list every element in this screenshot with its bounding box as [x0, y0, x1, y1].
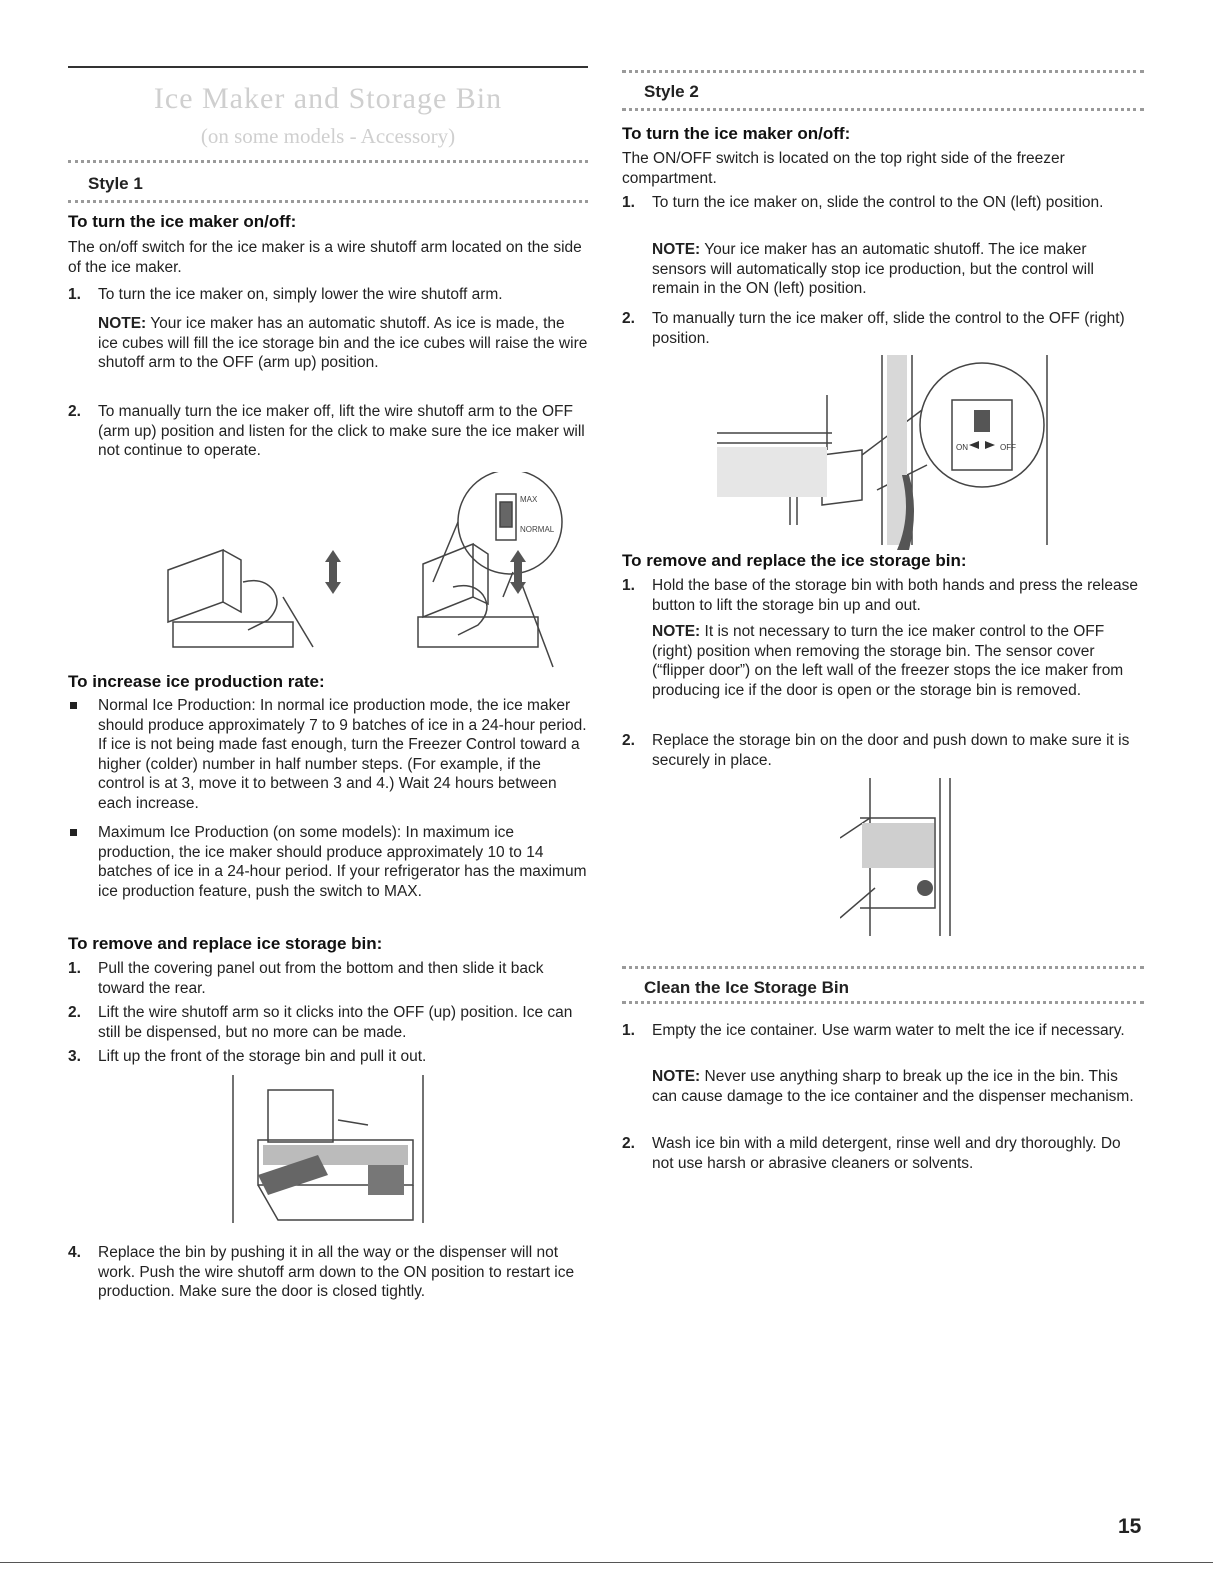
clean-step-1-note: NOTE: Never use anything sharp to break up the ice in the bin. This can cause damage to the ice container and the dispenser mechanism. [652, 1068, 1134, 1105]
wire-arm-illustration [153, 472, 573, 672]
slide-switch-illustration [712, 355, 1057, 550]
remove-heading: To remove and replace the ice storage bin: [622, 551, 967, 570]
divider [622, 966, 1144, 969]
divider [622, 108, 1144, 111]
divider [622, 1001, 1144, 1004]
remove-step-1-note: NOTE: It is not necessary to turn the ice maker control to the OFF (right) position when removing the storage bin. The sensor cover (“flipper door”) on the left wall of the freezer stops the ice maker from producing ice if the door is open or the storage bin is removed. [652, 623, 1124, 699]
normal-label: NORMAL [520, 525, 555, 534]
divider [622, 70, 1144, 73]
top-rule [68, 66, 588, 68]
off-label: OFF [1000, 443, 1016, 452]
onoff-heading: To turn the ice maker on/off: [622, 124, 851, 143]
increase-heading: To increase ice production rate: [68, 672, 325, 691]
page-number: 15 [1118, 1515, 1142, 1538]
onoff-heading: To turn the ice maker on/off: [68, 212, 297, 231]
style1-label: Style 1 [88, 174, 143, 193]
divider [68, 200, 588, 203]
door-bin-illustration [840, 778, 970, 936]
step-1-note: NOTE: Your ice maker has an automatic shutoff. As ice is made, the ice cubes will fill the ice storage bin and the ice cubes will raise the wire shutoff arm to the OFF (arm up) position. [98, 315, 588, 371]
remove-heading: To remove and replace ice storage bin: [68, 934, 383, 953]
on-label: ON [956, 443, 968, 452]
style2-label: Style 2 [644, 82, 699, 101]
onoff-intro: The on/off switch for the ice maker is a wire shutoff arm located on the side of the ice maker. [68, 239, 582, 276]
storage-bin-illustration [228, 1075, 443, 1225]
max-label: MAX [520, 495, 538, 504]
clean-heading: Clean the Ice Storage Bin [644, 978, 849, 997]
onoff-intro: The ON/OFF switch is located on the top right side of the freezer compartment. [622, 150, 1065, 187]
bullet-icon [70, 829, 77, 836]
step-1-note: NOTE: Your ice maker has an automatic shutoff. The ice maker sensors will automatically stop ice production, but the control will remain in the ON (left) position. [652, 241, 1094, 297]
divider [68, 160, 588, 163]
bottom-rule [0, 1562, 1213, 1563]
bullet-icon [70, 702, 77, 709]
page-subtitle: (on some models - Accessory) [200, 124, 456, 148]
page-title: Ice Maker and Storage Bin [153, 82, 503, 115]
